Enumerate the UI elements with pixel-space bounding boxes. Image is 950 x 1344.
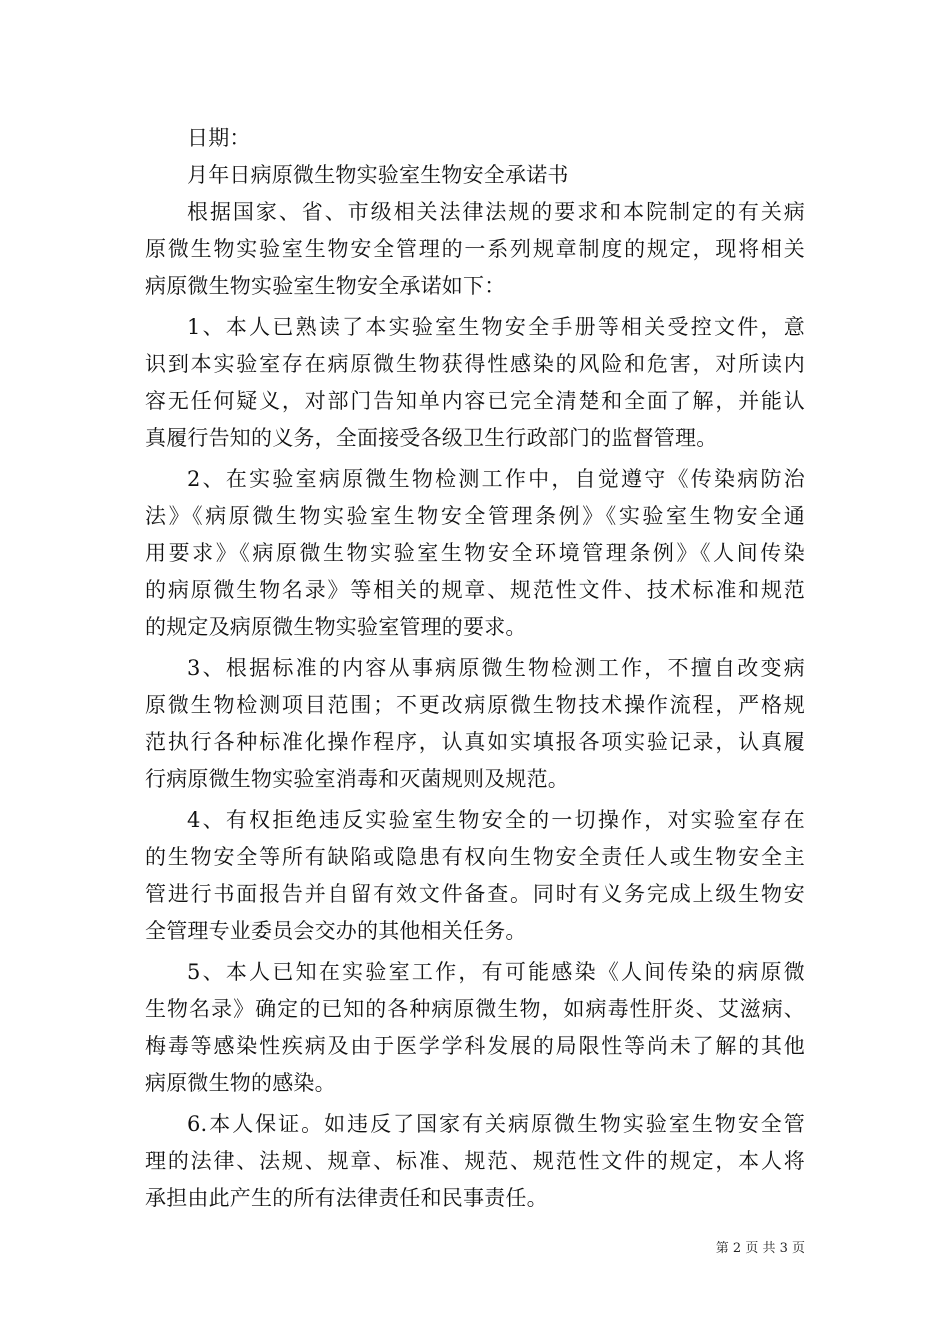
- document-body: [145, 120, 805, 1217]
- clause-3: [145, 650, 805, 798]
- clause-4: [145, 802, 805, 950]
- paragraph-line: 5、本人已知在实验室工作，有可能感染《人间传染的病原微: [187, 960, 805, 984]
- paragraph-line: 4、有权拒绝违反实验室生物安全的一切操作，对实验室存在: [187, 808, 805, 832]
- paragraph-line: 根据国家、省、市级相关法律法规的要求和本院制定的有关病: [187, 200, 805, 224]
- intro-paragraph: [145, 194, 805, 305]
- clause-1: [145, 309, 805, 457]
- paragraph-line: 管进行书面报告并自留有效文件备查。同时有义务完成上级生物安: [145, 882, 805, 906]
- paragraph-line: 的生物安全等所有缺陷或隐患有权向生物安全责任人或生物安全主: [145, 845, 805, 869]
- paragraph-line: 1、本人已熟读了本实验室生物安全手册等相关受控文件，意: [187, 315, 805, 339]
- paragraph-line: 用要求》《病原微生物实验室生物安全环境管理条例》《人间传染: [145, 541, 805, 565]
- paragraph-line: 病原微生物的感染。: [145, 1071, 336, 1095]
- paragraph-line: 识到本实验室存在病原微生物获得性感染的风险和危害，对所读内: [145, 352, 805, 376]
- paragraph-line: 法》《病原微生物实验室生物安全管理条例》《实验室生物安全通: [145, 504, 805, 528]
- paragraph-line: 范执行各种标准化操作程序，认真如实填报各项实验记录，认真履: [145, 730, 805, 754]
- paragraph-line: 的规定及病原微生物实验室管理的要求。: [145, 615, 527, 639]
- paragraph-line: 原微生物检测项目范围；不更改病原微生物技术操作流程，严格规: [145, 693, 805, 717]
- paragraph-line: 行病原微生物实验室消毒和灭菌规则及规范。: [145, 767, 569, 791]
- document-title-line: 月年日病原微生物实验室生物安全承诺书: [187, 163, 569, 187]
- date-line: 日期：: [187, 126, 251, 150]
- page-number: 第 2 页 共 3 页: [715, 1241, 805, 1256]
- clause-5: [145, 954, 805, 1102]
- paragraph-line: 理的法律、法规、规章、标准、规范、规范性文件的规定，本人将: [145, 1149, 805, 1173]
- paragraph-line: 2、在实验室病原微生物检测工作中，自觉遵守《传染病防治: [187, 467, 805, 491]
- paragraph-line: 全管理专业委员会交办的其他相关任务。: [145, 919, 527, 943]
- paragraph-line: 的病原微生物名录》等相关的规章、规范性文件、技术标准和规范: [145, 578, 805, 602]
- paragraph-line: 病原微生物实验室生物安全承诺如下：: [145, 274, 506, 298]
- paragraph-line: 6.本人保证。如违反了国家有关病原微生物实验室生物安全管: [187, 1112, 805, 1136]
- paragraph-line: 原微生物实验室生物安全管理的一系列规章制度的规定，现将相关: [145, 237, 805, 261]
- clause-6: [145, 1106, 805, 1217]
- clause-2: [145, 461, 805, 646]
- paragraph-line: 承担由此产生的所有法律责任和民事责任。: [145, 1186, 548, 1210]
- paragraph-line: 3、根据标准的内容从事病原微生物检测工作，不擅自改变病: [187, 656, 805, 680]
- paragraph-line: 梅毒等感染性疾病及由于医学学科发展的局限性等尚未了解的其他: [145, 1034, 805, 1058]
- paragraph-line: 容无任何疑义，对部门告知单内容已完全清楚和全面了解，并能认: [145, 389, 805, 413]
- paragraph-line: 生物名录》确定的已知的各种病原微生物，如病毒性肝炎、艾滋病、: [145, 997, 805, 1021]
- paragraph-line: 真履行告知的义务，全面接受各级卫生行政部门的监督管理。: [145, 426, 718, 450]
